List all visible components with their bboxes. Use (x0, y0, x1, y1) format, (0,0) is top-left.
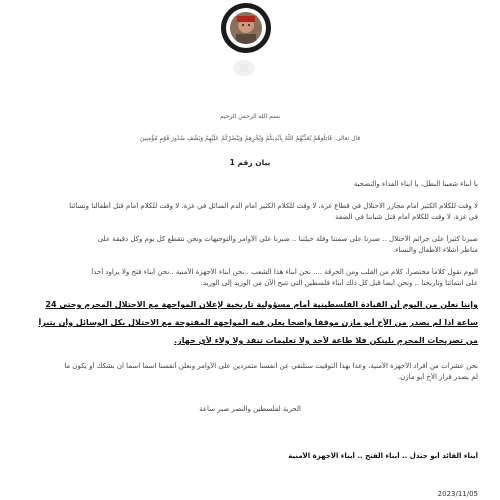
faint-emblem-icon (231, 58, 257, 78)
date: 2023/11/05 (437, 490, 478, 498)
paragraph-3-line-1: اليوم نقول كلاماً مختصراً، كلام من القلب ومن الحرقة .... نحن أبناء هذا الشعب ..نحن أبناء الأجهزة الأمنية ..نحن أبناء فتح ولا يزاود أحدا (91, 268, 478, 276)
closing-slogan: الحرية لفلسطين والنصر صبر ساعة (199, 405, 301, 413)
profile-photo-icon (230, 12, 262, 44)
paragraph-3-line-2: على انتمائنا وتاريخنا .. ونحن أيضا قبل كل ذلك أبناء فلسطين التي تنبح الآن من الوريد إلى الوريد. (200, 279, 478, 287)
paragraph-4-line-2: لم يصدر قرار الأخ أبو مازن. (397, 373, 478, 381)
key-statement-line-2: ساعة اذا لم يصدر من الأخ أبو مازن موقفاً واضحاً يعلن فيه المواجهة المفتوحة مع الاحتلال بكل الوسائل وأن يتبرأ (38, 318, 478, 327)
greeting: يا أبناء شعبنا البطل، يا أبناء الفداء والتضحية (353, 180, 478, 188)
avatar (221, 3, 271, 53)
signature: أبناء القائد أبو جندل .. أبناء الفتح .. أبناء الأجهزة الأمنية (288, 452, 478, 460)
paragraph-2-line-1: صبرنا كثيراً على جرائم الاحتلال .. صبرنا على صمتنا وقلة حيلتنا .. صبرنا على الأوامر والتوجيهات ونحن نتقطع كل يوم وكل دقيقة على (97, 235, 478, 243)
key-statement-line-3: من تصريحات المجرم بلينكن فلا طاعة لأحد ولا تعليمات تنفذ ولا ولاء لأي جهاز. (174, 336, 478, 345)
paragraph-4-line-1: نحن عشرات من أفراد الأجهزة الأمنية، وعدا بهذا التوقيت سنلتقي عن أنفسنا متمردين على الأوامر ونعلن أنفسنا اسما اسما ان بشكك أو يكون ما (64, 362, 478, 370)
statement-title: بيان رقم 1 (229, 158, 271, 167)
key-statement-line-1: وإننا نعلن من اليوم أن القيادة الفلسطينية أمام مسؤولية تاريخية لإعلان المواجهة مع الاحتلال المجرم وحتى 24 (45, 300, 478, 309)
paragraph-1-line-1: لا وقت للكلام الكثير أمام مجازر الاحتلال في قطاع غزة، لا وقت للكلام الكثير أمام الدم السائل في غزة، لا وقت للكلام أمام قتل أطفالنا ونسائنا (69, 202, 478, 210)
basmala: بسم الله الرحمن الرحيم (219, 113, 281, 120)
paragraph-1-line-2: في غزة، لا وقت للكلام أمام قتل شبابنا في الضفة (335, 213, 478, 221)
paragraph-2-line-2: مناظر أشلاء الأطفال والنساء. (392, 246, 478, 254)
quran-verse: قال تعالى: قَاتِلُوهُمْ يُعَذِّبْهُمُ اللَّهُ بِأَيْدِيكُمْ وَيُخْزِهِمْ وَيَنْصُرْكُمْ عَلَيْهِمْ وَيَشْفِ صُدُورَ قَوْمٍ مُؤْمِنِينَ (139, 135, 361, 142)
